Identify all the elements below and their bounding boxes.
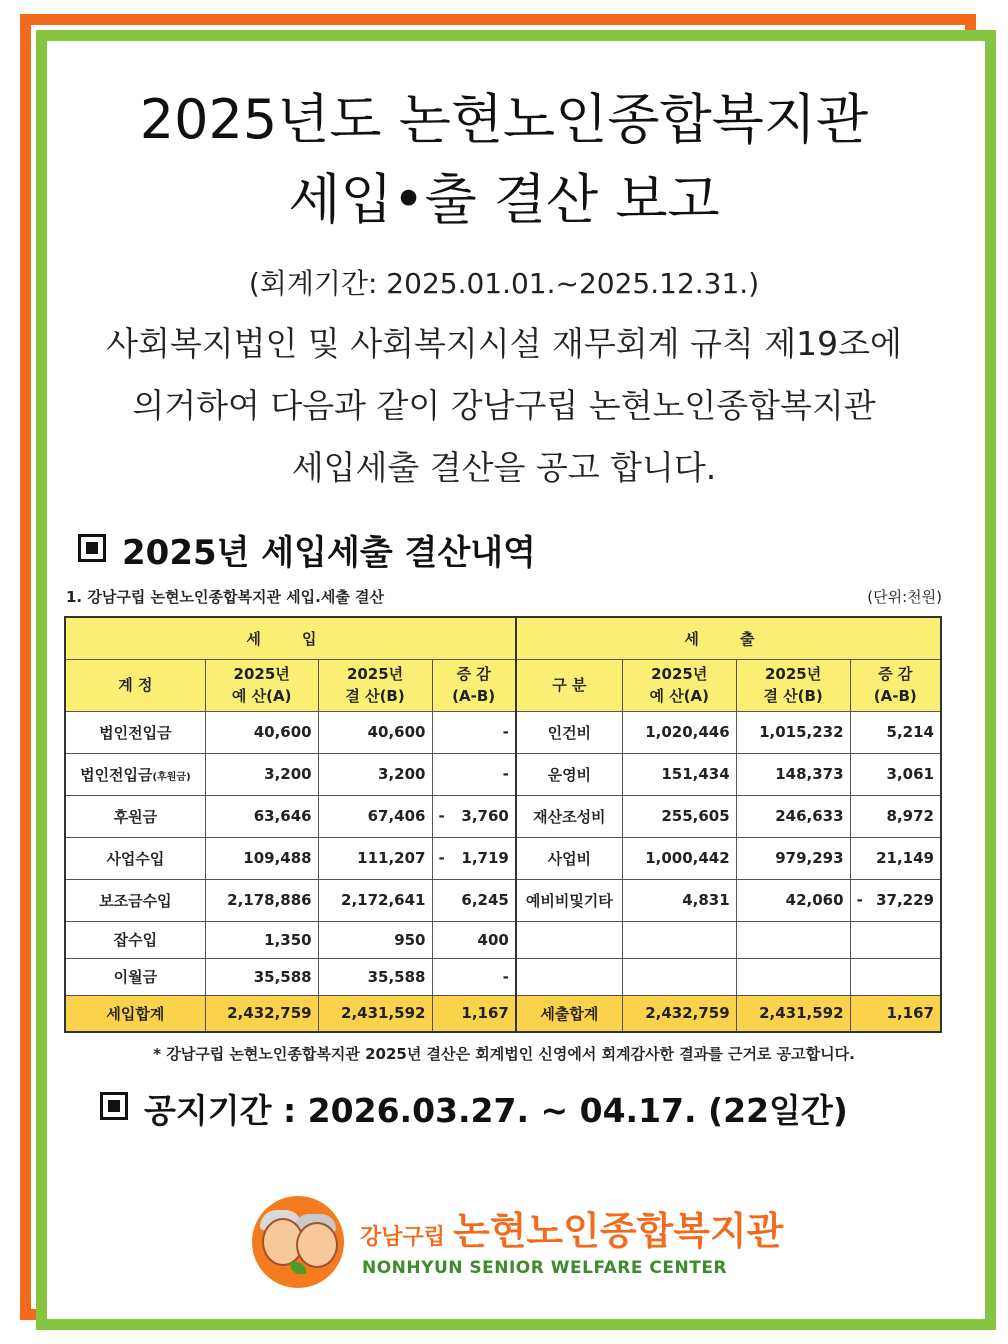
income-account: 사업수입 bbox=[65, 837, 205, 879]
expense-header: 세 출 bbox=[516, 617, 941, 659]
expense-result: 979,293 bbox=[736, 837, 850, 879]
table-row bbox=[65, 837, 941, 879]
table-header-row bbox=[65, 617, 941, 659]
title-line-2: 세입•출 결산 보고 bbox=[288, 168, 720, 231]
expense-budget: 1,020,446 bbox=[622, 711, 736, 753]
table-subheader-row bbox=[65, 659, 941, 711]
intro-line-1: 사회복지법인 및 사회복지시설 재무회계 규칙 제19조에 bbox=[106, 324, 902, 363]
expense-category: 인건비 bbox=[516, 711, 622, 753]
table-row bbox=[65, 958, 941, 995]
col-category: 구 분 bbox=[516, 659, 622, 711]
income-diff: - 1,719 bbox=[432, 837, 516, 879]
title-line-1: 2025년도 논현노인종합복지관 bbox=[139, 88, 869, 151]
income-header: 세 입 bbox=[65, 617, 516, 659]
accounting-period: (회계기간: 2025.01.01.~2025.12.31.) bbox=[248, 267, 760, 300]
col-budget: 2025년 예 산(A) bbox=[622, 659, 736, 711]
income-diff: - 3,760 bbox=[432, 795, 516, 837]
expense-result bbox=[736, 958, 850, 995]
logo-name: 논현노인종합복지관 bbox=[453, 1209, 784, 1253]
income-total-result: 2,431,592 bbox=[318, 995, 432, 1032]
expense-total-label: 세출합계 bbox=[516, 995, 622, 1032]
income-budget: 109,488 bbox=[205, 837, 318, 879]
expense-diff: 3,061 bbox=[850, 753, 941, 795]
income-result: 67,406 bbox=[318, 795, 432, 837]
logo-prefix: 강남구립 bbox=[360, 1225, 446, 1250]
section-heading-notice-period bbox=[100, 1085, 848, 1132]
settlement-table bbox=[64, 616, 942, 1033]
col-account: 계 정 bbox=[65, 659, 205, 711]
expense-result: 148,373 bbox=[736, 753, 850, 795]
col-diff: 증 감 (A-B) bbox=[850, 659, 941, 711]
intro-line-3: 세입세출 결산을 공고 합니다. bbox=[291, 448, 717, 487]
seniors-logo-icon bbox=[252, 1196, 344, 1288]
expense-category: 재산조성비 bbox=[516, 795, 622, 837]
table-total-row bbox=[65, 995, 941, 1032]
income-total-diff: 1,167 bbox=[432, 995, 516, 1032]
income-budget: 63,646 bbox=[205, 795, 318, 837]
section-title: 2025년 세입세출 결산내역 bbox=[122, 533, 536, 573]
expense-total-result: 2,431,592 bbox=[736, 995, 850, 1032]
income-result: 950 bbox=[318, 921, 432, 958]
table-row bbox=[65, 711, 941, 753]
income-budget: 3,200 bbox=[205, 753, 318, 795]
income-diff: 400 bbox=[432, 921, 516, 958]
col-diff: 증 감 (A-B) bbox=[432, 659, 516, 711]
income-result: 2,172,641 bbox=[318, 879, 432, 921]
income-budget: 1,350 bbox=[205, 921, 318, 958]
income-account: 보조금수입 bbox=[65, 879, 205, 921]
income-diff: - bbox=[432, 958, 516, 995]
expense-category bbox=[516, 921, 622, 958]
income-result: 3,200 bbox=[318, 753, 432, 795]
expense-diff: 21,149 bbox=[850, 837, 941, 879]
expense-diff bbox=[850, 958, 941, 995]
income-diff: - bbox=[432, 711, 516, 753]
expense-category: 운영비 bbox=[516, 753, 622, 795]
table-body bbox=[65, 711, 941, 995]
expense-category: 사업비 bbox=[516, 837, 622, 879]
income-account: 후원금 bbox=[65, 795, 205, 837]
expense-result: 246,633 bbox=[736, 795, 850, 837]
expense-total-diff: 1,167 bbox=[850, 995, 941, 1032]
col-result: 2025년 결 산(B) bbox=[318, 659, 432, 711]
square-bullet-icon bbox=[100, 1092, 128, 1120]
logo-korean-name bbox=[360, 1200, 783, 1255]
table-row bbox=[65, 921, 941, 958]
income-diff: 6,245 bbox=[432, 879, 516, 921]
expense-category bbox=[516, 958, 622, 995]
expense-diff: - 37,229 bbox=[850, 879, 941, 921]
income-budget: 40,600 bbox=[205, 711, 318, 753]
income-budget: 35,588 bbox=[205, 958, 318, 995]
table-unit: (단위:천원) bbox=[867, 588, 942, 606]
logo-english-name: NONHYUN SENIOR WELFARE CENTER bbox=[362, 1258, 728, 1278]
expense-result: 1,015,232 bbox=[736, 711, 850, 753]
table-row bbox=[65, 795, 941, 837]
income-result: 40,600 bbox=[318, 711, 432, 753]
col-budget: 2025년 예 산(A) bbox=[205, 659, 318, 711]
square-bullet-icon bbox=[78, 534, 106, 562]
table-footnote: * 강남구립 논현노인종합복지관 2025년 결산은 회계법인 신영에서 회계감사한 결과를 근거로 공고합니다. bbox=[153, 1045, 855, 1063]
expense-result: 42,060 bbox=[736, 879, 850, 921]
expense-budget bbox=[622, 958, 736, 995]
expense-diff: 5,214 bbox=[850, 711, 941, 753]
income-diff: - bbox=[432, 753, 516, 795]
expense-diff: 8,972 bbox=[850, 795, 941, 837]
notice-period: 공지기간 : 2026.03.27. ~ 04.17. (22일간) bbox=[144, 1091, 848, 1130]
intro-line-2: 의거하여 다음과 같이 강남구립 논현노인종합복지관 bbox=[132, 386, 876, 425]
expense-budget: 4,831 bbox=[622, 879, 736, 921]
expense-category: 예비비및기타 bbox=[516, 879, 622, 921]
income-account: 법인전입금 bbox=[65, 711, 205, 753]
income-account: 잡수입 bbox=[65, 921, 205, 958]
income-result: 111,207 bbox=[318, 837, 432, 879]
table-row bbox=[65, 753, 941, 795]
expense-budget bbox=[622, 921, 736, 958]
income-account: 법인전입금(후원금) bbox=[65, 753, 205, 795]
expense-budget: 255,605 bbox=[622, 795, 736, 837]
col-result: 2025년 결 산(B) bbox=[736, 659, 850, 711]
income-result: 35,588 bbox=[318, 958, 432, 995]
expense-result bbox=[736, 921, 850, 958]
income-total-label: 세입합계 bbox=[65, 995, 205, 1032]
income-total-budget: 2,432,759 bbox=[205, 995, 318, 1032]
section-heading-settlement bbox=[78, 525, 536, 574]
expense-budget: 151,434 bbox=[622, 753, 736, 795]
income-budget: 2,178,886 bbox=[205, 879, 318, 921]
income-account: 이월금 bbox=[65, 958, 205, 995]
table-caption: 1. 강남구립 논현노인종합복지관 세입.세출 결산 bbox=[66, 588, 385, 606]
expense-total-budget: 2,432,759 bbox=[622, 995, 736, 1032]
expense-budget: 1,000,442 bbox=[622, 837, 736, 879]
expense-diff bbox=[850, 921, 941, 958]
table-row bbox=[65, 879, 941, 921]
